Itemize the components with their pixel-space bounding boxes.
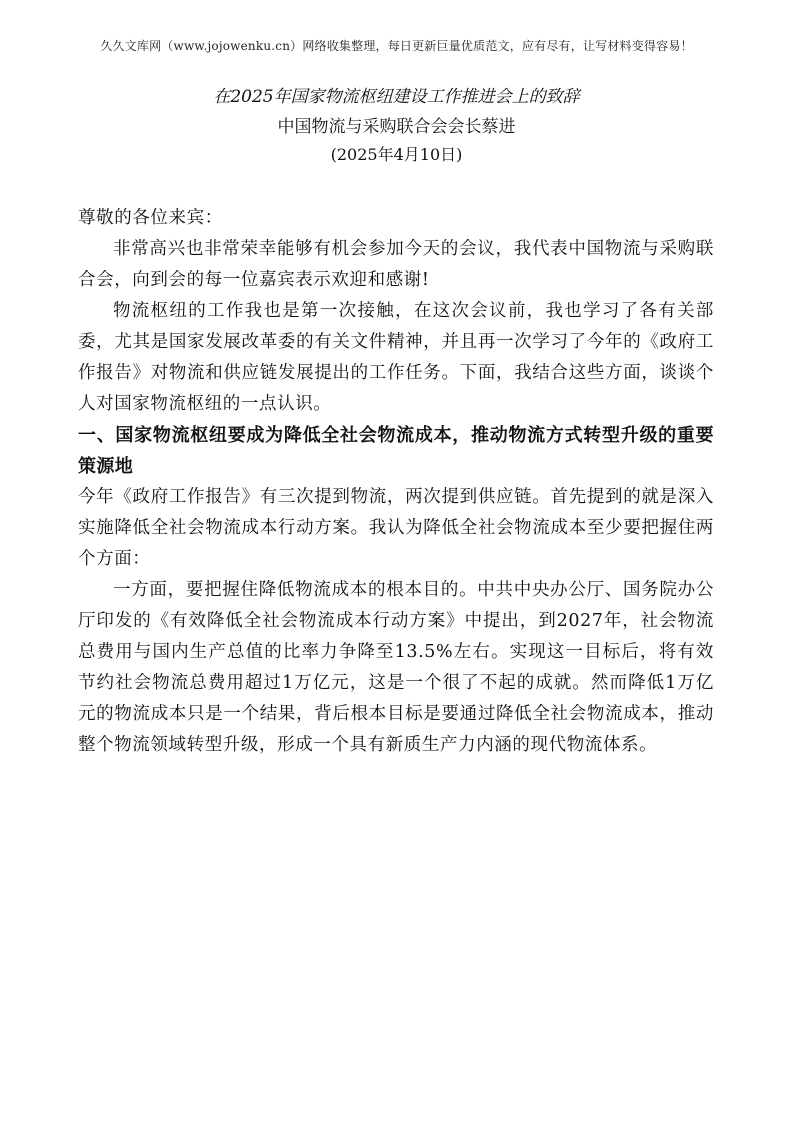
document-body [78,203,714,761]
paragraph-cost-goal: 一方面，要把握住降低物流成本的根本目的。中共中央办公厅、国务院办公厅印发的《有效降低全社会物流成本行动方案》中提出，到2027年，社会物流总费用与国内生产总值的比率力争降至13.5%左右。实现这一目标后，将有效节约社会物流总费用超过1万亿元，这是一个很了不起的成就。然而降低1万亿元的物流成本只是一个结果，背后根本目标是要通过降低全社会物流成本，推动整个物流领域转型升级，形成一个具有新质生产力内涵的现代物流体系。 [78,580,714,755]
section-heading-1: 一、国家物流枢纽要成为降低全社会物流成本，推动物流方式转型升级的重要策源地 [78,425,714,477]
document-author: 中国物流与采购联合会会长蔡进 [277,117,516,137]
salutation: 尊敬的各位来宾： [78,208,223,228]
paragraph-background: 物流枢纽的工作我也是第一次接触，在这次会议前，我也学习了各有关部委，尤其是国家发展改革委的有关文件精神，并且再一次学习了今年的《政府工作报告》对物流和供应链发展提出的工作任务。下面，我结合这些方面，谈谈个人对国家物流枢纽的一点认识。 [78,301,714,414]
document-date: (2025年4月10日) [330,145,463,164]
paragraph-government-report: 今年《政府工作报告》有三次提到物流，两次提到供应链。首先提到的就是深入实施降低全社会物流成本行动方案。我认为降低全社会物流成本至少要把握住两个方面： [78,487,714,569]
document-title: 在2025年国家物流枢纽建设工作推进会上的致辞 [213,87,580,107]
paragraph-welcome: 非常高兴也非常荣幸能够有机会参加今天的会议，我代表中国物流与采购联合会，向到会的每一位嘉宾表示欢迎和感谢! [78,239,714,290]
title-block [0,86,793,166]
header-source-note: 久久文库网（www.jojowenku.cn）网络收集整理，每日更新巨量优质范文，应有尽有，让写材料变得容易！ [100,39,693,53]
